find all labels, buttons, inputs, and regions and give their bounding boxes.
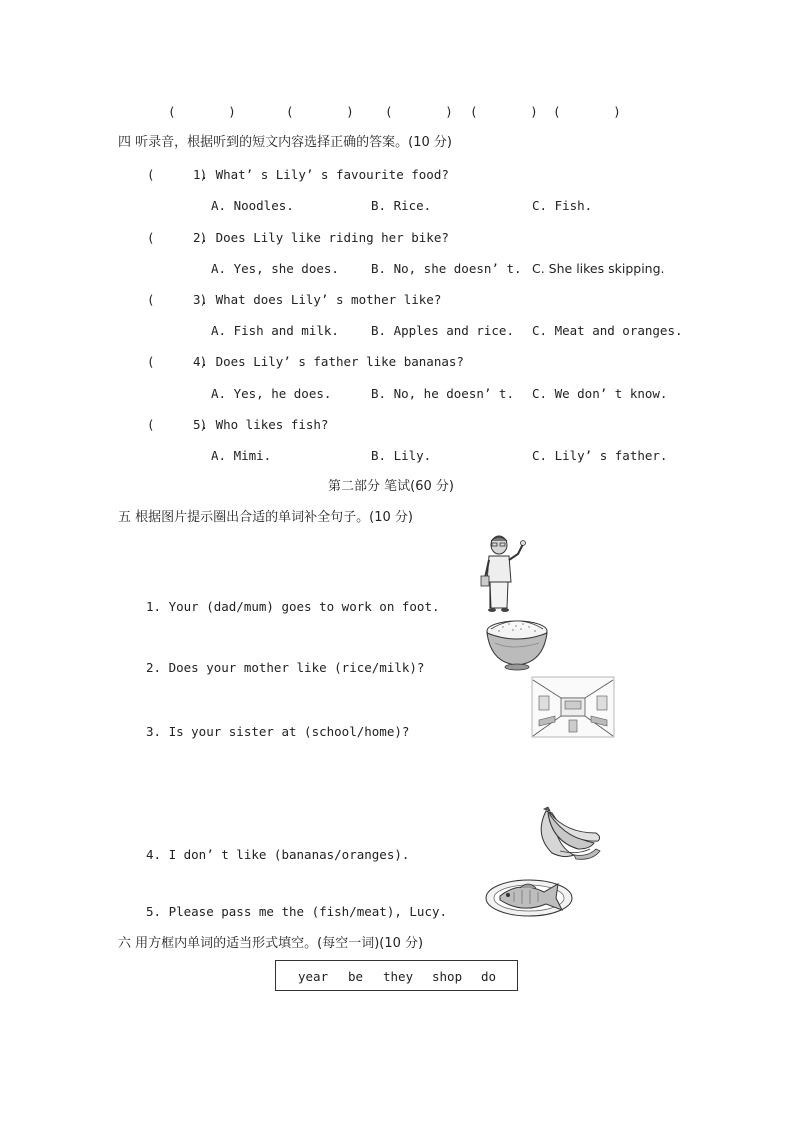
option-a: A. Fish and milk. [211, 323, 339, 338]
section5-title: 五 根据图片提示圈出合适的单词补全句子。(10 分) [118, 510, 413, 525]
option-a: A. Yes, he does. [211, 386, 332, 401]
answer-blank-3[interactable]: ( ) [385, 104, 453, 119]
question-blank[interactable]: ( ) [147, 354, 208, 369]
bananas-icon [530, 805, 602, 860]
option-b: B. No, she doesn’ t. [371, 261, 522, 276]
word-bank-item: they [383, 969, 414, 984]
answer-blank-1[interactable]: ( ) [168, 104, 236, 119]
section5-sentence-5: 5. Please pass me the (fish/meat), Lucy. [146, 904, 448, 919]
option-c: C. Fish. [532, 198, 593, 213]
question-blank[interactable]: ( ) [147, 417, 208, 432]
word-bank-item: be [348, 969, 364, 984]
section5-sentence-3: 3. Is your sister at (school/home)? [146, 724, 410, 739]
classroom-icon [531, 676, 615, 738]
question-blank[interactable]: ( ) [147, 230, 208, 245]
section4-title: 四 听录音，根据听到的短文内容选择正确的答案。(10 分) [118, 135, 452, 150]
option-c: C. She likes skipping. [532, 261, 665, 276]
word-bank-item: year [298, 969, 329, 984]
option-b: B. Rice. [371, 198, 432, 213]
option-b: B. Apples and rice. [371, 323, 514, 338]
word-bank-box [275, 960, 518, 991]
rice-bowl-icon [483, 617, 551, 672]
option-a: A. Yes, she does. [211, 261, 339, 276]
answer-blank-2[interactable]: ( ) [286, 104, 354, 119]
question-text: 3. What does Lily’ s mother like? [193, 292, 442, 307]
word-bank-item: do [481, 969, 497, 984]
option-c: C. Meat and oranges. [532, 323, 683, 338]
option-b: B. No, he doesn’ t. [371, 386, 514, 401]
part2-title: 第二部分 笔试(60 分) [328, 479, 454, 494]
question-blank[interactable]: ( ) [147, 292, 208, 307]
section5-sentence-2: 2. Does your mother like (rice/milk)? [146, 660, 425, 675]
section5-sentence-4: 4. I don’ t like (bananas/oranges). [146, 847, 410, 862]
question-text: 2. Does Lily like riding her bike? [193, 230, 449, 245]
word-bank-item: shop [432, 969, 463, 984]
answer-blank-5[interactable]: ( ) [553, 104, 621, 119]
option-c: C. We don’ t know. [532, 386, 668, 401]
option-a: A. Noodles. [211, 198, 294, 213]
fish-plate-icon [484, 872, 574, 920]
option-b: B. Lily. [371, 448, 432, 463]
question-text: 5. Who likes fish? [193, 417, 329, 432]
option-a: A. Mimi. [211, 448, 272, 463]
option-c: C. Lily’ s father. [532, 448, 668, 463]
question-text: 1. What’ s Lily’ s favourite food? [193, 167, 449, 182]
man-walking-icon [478, 532, 528, 612]
question-blank[interactable]: ( ) [147, 167, 208, 182]
question-text: 4. Does Lily’ s father like bananas? [193, 354, 464, 369]
section6-title: 六 用方框内单词的适当形式填空。(每空一词)(10 分) [118, 936, 424, 951]
section5-sentence-1: 1. Your (dad/mum) goes to work on foot. [146, 599, 440, 614]
answer-blank-4[interactable]: ( ) [470, 104, 538, 119]
